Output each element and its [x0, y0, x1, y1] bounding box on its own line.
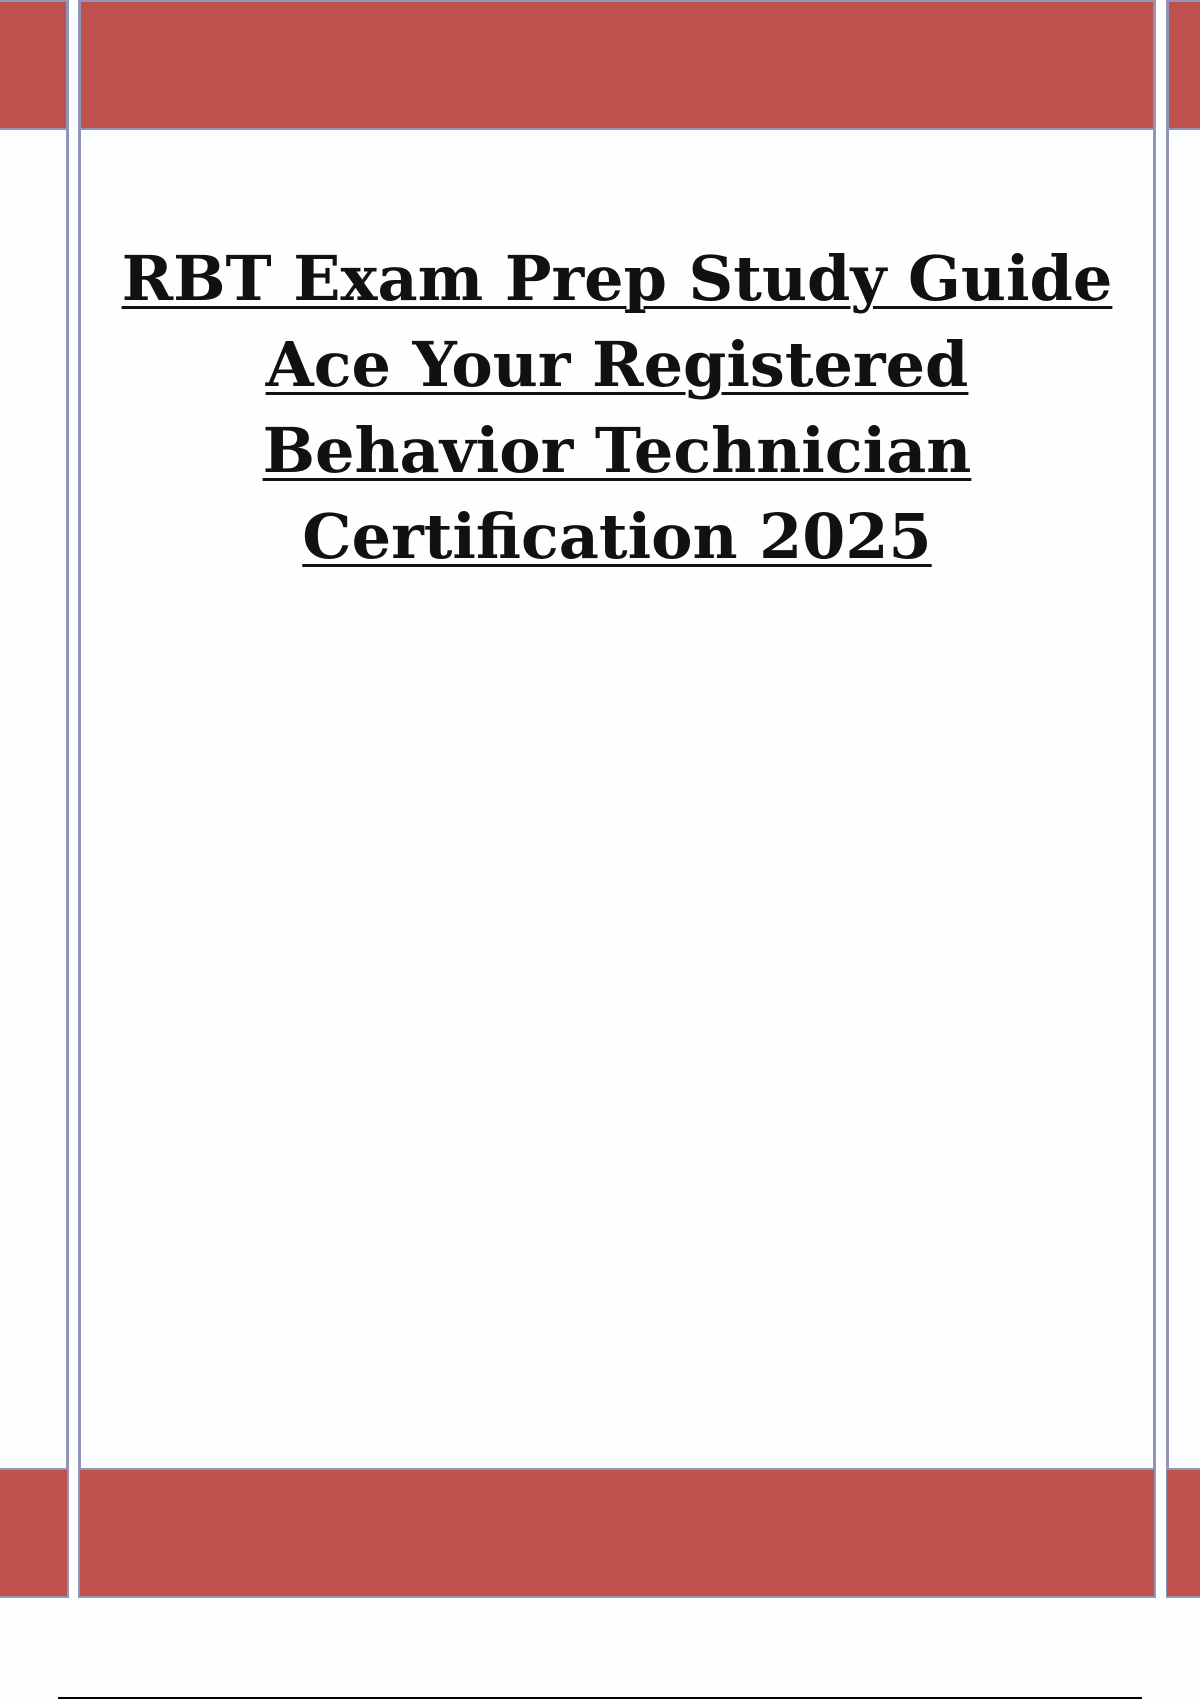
title-line-2-text: Ace Your Registered: [265, 328, 969, 401]
title-line-1: [90, 236, 1144, 322]
title-line-3: [90, 408, 1144, 494]
title-line-2: [90, 322, 1144, 408]
top-band: [80, 0, 1154, 130]
bottom-band-left-strip: [0, 1468, 67, 1598]
top-band-left-strip: [0, 0, 67, 130]
right-border-rule-outer: [1166, 0, 1169, 1598]
top-band-right-strip: [1167, 0, 1200, 130]
bottom-band-right-strip: [1167, 1468, 1200, 1598]
footer-rule: [58, 1697, 1142, 1699]
right-border-rule-inner: [1153, 0, 1156, 1598]
title-line-4: [90, 494, 1144, 580]
title-line-1-text: RBT Exam Prep Study Guide: [121, 242, 1113, 315]
left-border-rule-inner: [78, 0, 81, 1598]
bottom-band: [80, 1468, 1154, 1598]
title-line-4-text: Certification 2025: [302, 500, 932, 573]
cover-title: [90, 236, 1144, 580]
left-border-rule-outer: [66, 0, 69, 1598]
title-line-3-text: Behavior Technician: [262, 414, 972, 487]
